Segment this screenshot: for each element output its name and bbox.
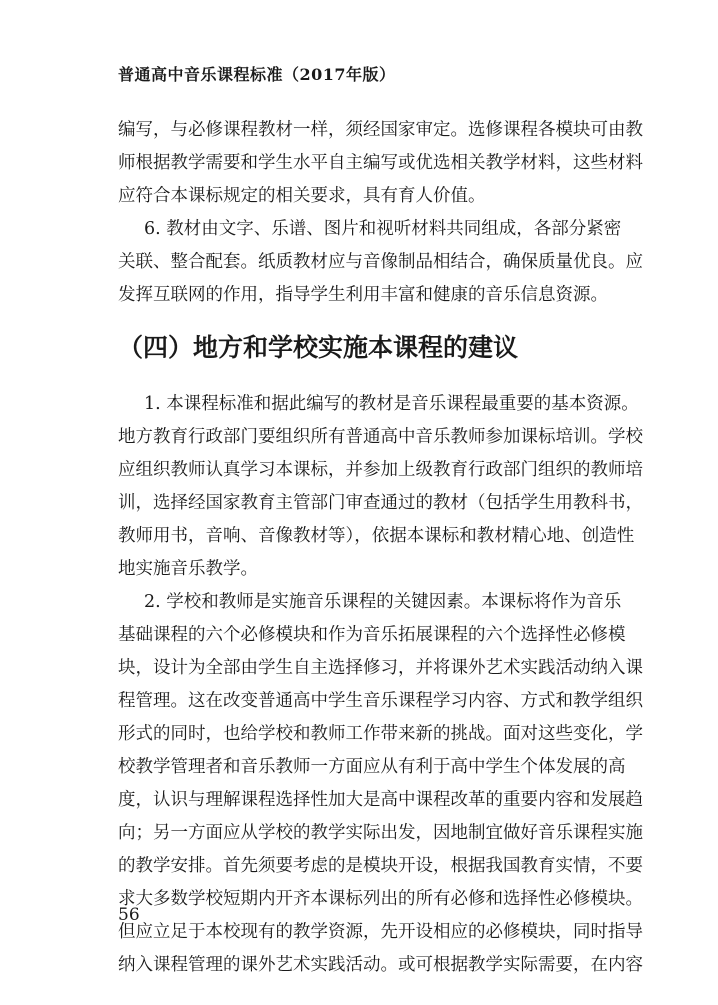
- body-line: 6. 教材由文字、乐谱、图片和视听材料共同组成，各部分紧密: [144, 219, 622, 239]
- section-heading: （四）地方和学校实施本课程的建议: [118, 333, 519, 362]
- body-line: 的教学安排。首先须要考虑的是模块开设，根据我国教育实情，不要: [118, 856, 643, 876]
- running-header: 普通高中音乐课程标准（2017年版）: [118, 65, 396, 84]
- body-line: 2. 学校和教师是实施音乐课程的关键因素。本课标将作为音乐: [144, 592, 622, 612]
- body-line: 训，选择经国家教育主管部门审查通过的教材（包括学生用教科书，: [118, 493, 643, 513]
- body-line: 师根据教学需要和学生水平自主编写或优选相关教学材料，这些材料: [118, 153, 643, 173]
- body-line: 地方教育行政部门要组织所有普通高中音乐教师参加课标培训。学校: [118, 427, 643, 447]
- body-line: 向；另一方面应从学校的教学实际出发，因地制宜做好音乐课程实施: [118, 823, 643, 843]
- body-line: 基础课程的六个必修模块和作为音乐拓展课程的六个选择性必修模: [118, 625, 626, 645]
- body-line: 形式的同时，也给学校和教师工作带来新的挑战。面对这些变化，学: [118, 724, 643, 744]
- body-line: 应符合本课标规定的相关要求，具有育人价值。: [118, 186, 486, 206]
- body-line: 度，认识与理解课程选择性加大是高中课程改革的重要内容和发展趋: [118, 790, 643, 810]
- body-line: 块，设计为全部由学生自主选择修习，并将课外艺术实践活动纳入课: [118, 658, 643, 678]
- page-number: 56: [118, 905, 140, 925]
- body-line: 求大多数学校短期内开齐本课标列出的所有必修和选择性必修模块。: [118, 889, 643, 909]
- body-line: 校教学管理者和音乐教师一方面应从有利于高中学生个体发展的高: [118, 757, 626, 777]
- body-line: 发挥互联网的作用，指导学生利用丰富和健康的音乐信息资源。: [118, 285, 608, 305]
- body-line: 1. 本课程标准和据此编写的教材是音乐课程最重要的基本资源。: [144, 394, 639, 414]
- body-line: 纳入课程管理的课外艺术实践活动。或可根据教学实际需要，在内容: [118, 955, 643, 975]
- body-line: 应组织教师认真学习本课标，并参加上级教育行政部门组织的教师培: [118, 460, 643, 480]
- body-line: 关联、整合配套。纸质教材应与音像制品相结合，确保质量优良。应: [118, 252, 643, 272]
- body-line: 地实施音乐教学。: [118, 559, 258, 579]
- body-line: 但应立足于本校现有的教学资源，先开设相应的必修模块，同时指导: [118, 922, 643, 942]
- body-line: 教师用书，音响、音像教材等），依据本课标和教材精心地、创造性: [118, 526, 635, 546]
- body-line: 程管理。这在改变普通高中学生音乐课程学习内容、方式和教学组织: [118, 691, 643, 711]
- body-line: 编写，与必修课程教材一样，须经国家审定。选修课程各模块可由教: [118, 120, 643, 140]
